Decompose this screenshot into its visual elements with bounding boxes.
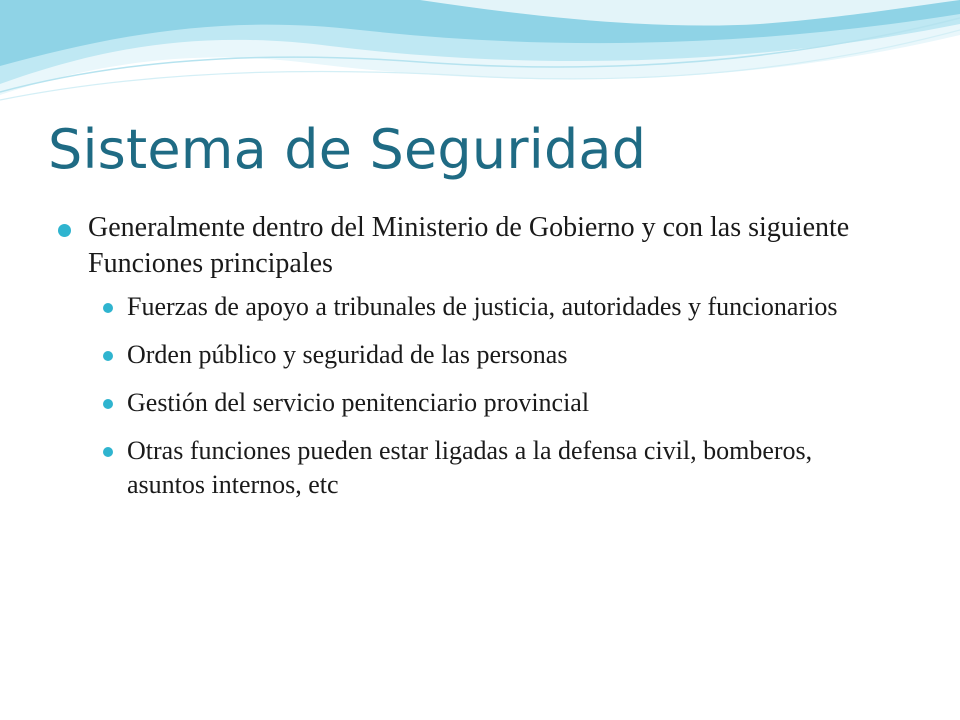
bullet-text: Generalmente dentro del Ministerio de Gobierno y con las siguiente Funciones principales	[88, 212, 850, 279]
bullet-dot-icon	[58, 224, 71, 237]
sub-bullet-item	[127, 290, 887, 324]
sub-bullet-text: Gestión del servicio penitenciario provincial	[127, 388, 590, 417]
sub-bullet-dot-icon	[103, 303, 113, 313]
sub-bullet-item	[127, 338, 887, 372]
sub-bullet-item	[127, 386, 887, 420]
slide-title: Sistema de Seguridad	[48, 118, 647, 181]
decorative-wave-header	[0, 0, 960, 110]
sub-bullet-dot-icon	[103, 447, 113, 457]
bullet-item-main	[88, 210, 908, 502]
sub-bullet-dot-icon	[103, 351, 113, 361]
bullet-list	[0, 210, 960, 516]
sub-bullet-text: Otras funciones pueden estar ligadas a la defensa civil, bomberos, asuntos internos, etc	[127, 436, 813, 499]
sub-bullet-text: Fuerzas de apoyo a tribunales de justicia, autoridades y funcionarios	[127, 292, 838, 321]
sub-bullet-dot-icon	[103, 399, 113, 409]
sub-bullet-text: Orden público y seguridad de las personas	[127, 340, 568, 369]
sub-bullet-item	[127, 434, 887, 502]
sub-bullet-list	[88, 290, 908, 502]
